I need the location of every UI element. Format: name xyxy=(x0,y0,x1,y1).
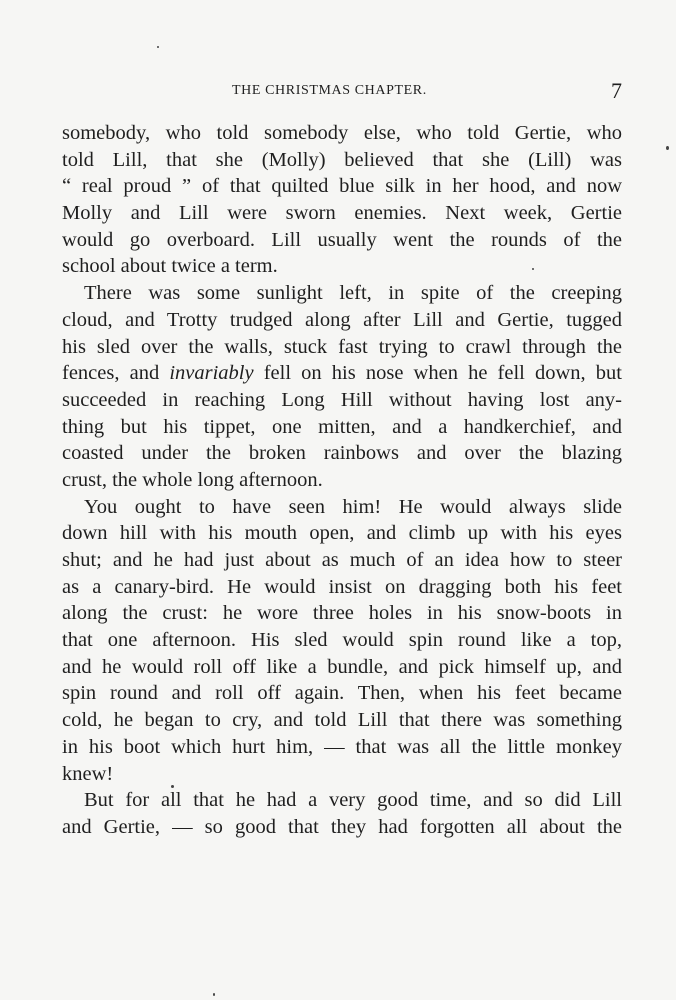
text-line: thing but his tippet, one mitten, and a handkerchief, and xyxy=(62,415,622,438)
text-line: knew! xyxy=(62,762,114,785)
paragraph-4 xyxy=(62,787,622,840)
text-line: You ought to have seen him! He would always slide xyxy=(84,495,622,518)
text-line: cold, he began to cry, and told Lill that there was something xyxy=(62,709,622,732)
text-line: But for all that he had a very good time, and so did Lill xyxy=(84,789,622,812)
text-line: and he would roll off like a bundle, and pick himself up, and xyxy=(62,655,622,678)
running-title: THE CHRISTMAS CHAPTER. xyxy=(232,83,427,98)
running-head xyxy=(62,80,622,104)
text-line: school about twice a term. xyxy=(62,255,278,278)
text-line: along the crust: he wore three holes in his snow-boots in xyxy=(62,602,622,625)
print-speck xyxy=(157,46,159,48)
print-speck xyxy=(666,146,669,150)
text-line: coasted under the broken rainbows and over the blazing xyxy=(62,442,622,465)
paragraph-3 xyxy=(62,494,622,788)
text-line: and Gertie, — so good that they had forgotten all about the xyxy=(62,815,622,838)
page-number: 7 xyxy=(611,78,622,103)
text-line: as a canary-bird. He would insist on dragging both his feet xyxy=(62,575,622,598)
paragraph-1 xyxy=(62,120,622,280)
text-line: his sled over the walls, stuck fast trying to crawl through the xyxy=(62,335,622,358)
print-speck xyxy=(532,268,534,270)
print-speck xyxy=(171,785,174,788)
text-line: There was some sunlight left, in spite of the creeping xyxy=(84,282,622,305)
text-line: spin round and roll off again. Then, when his feet became xyxy=(62,682,622,705)
text-line: told Lill, that she (Molly) believed that she (Lill) was xyxy=(62,148,622,171)
emphasized-word: invariably xyxy=(169,362,254,385)
text-line: fences, and invariably fell on his nose when he fell down, but xyxy=(62,362,622,385)
body-text xyxy=(62,120,622,841)
text-line: crust, the whole long afternoon. xyxy=(62,468,323,491)
text-line: shut; and he had just about as much of an idea how to steer xyxy=(62,549,622,571)
text-line: down hill with his mouth open, and climb up with his eyes xyxy=(62,522,622,545)
paragraph-2 xyxy=(62,280,622,494)
text-line: in his boot which hurt him, — that was all the little monkey xyxy=(62,735,622,758)
text-line: “ real proud ” of that quilted blue silk in her hood, and now xyxy=(62,175,622,198)
text-line: would go overboard. Lill usually went the rounds of the xyxy=(62,228,622,251)
text-line: cloud, and Trotty trudged along after Lill and Gertie, tugged xyxy=(62,308,622,331)
text-line: that one afternoon. His sled would spin round like a top, xyxy=(62,629,622,652)
text-line: somebody, who told somebody else, who told Gertie, who xyxy=(62,122,622,144)
print-speck xyxy=(213,993,215,996)
text-line: succeeded in reaching Long Hill without having lost any- xyxy=(62,388,622,411)
text-line: Molly and Lill were sworn enemies. Next week, Gertie xyxy=(62,202,622,225)
